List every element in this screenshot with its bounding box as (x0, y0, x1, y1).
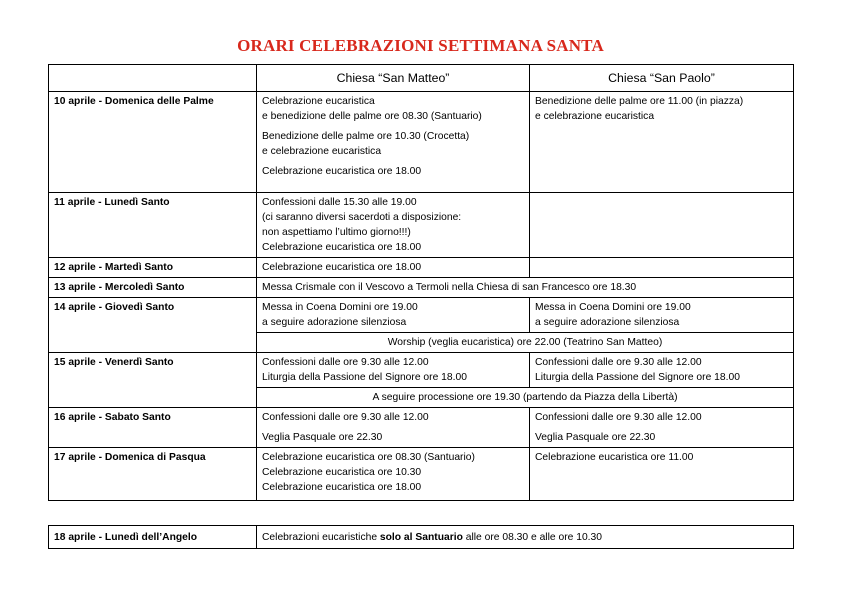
table-row (49, 298, 794, 333)
san-paolo-cell (530, 298, 794, 333)
cell-line: Liturgia della Passione del Signore ore 18.00 (262, 372, 467, 383)
page-title: ORARI CELEBRAZIONI SETTIMANA SANTA (237, 36, 604, 55)
table-row (49, 448, 794, 501)
cell-line: Confessioni dalle ore 9.30 alle 12.00 (262, 357, 429, 368)
san-matteo-cell (257, 193, 530, 258)
cell-line: Celebrazione eucaristica ore 10.30 (262, 467, 422, 478)
table-row (49, 353, 794, 388)
day-cell: 14 aprile - Giovedì Santo (49, 298, 257, 353)
cell-line: non aspettiamo l’ultimo giorno!!!) (262, 227, 411, 238)
cell-line: Celebrazione eucaristica ore 08.30 (Santuario) (262, 452, 475, 463)
day-cell: 11 aprile - Lunedì Santo (49, 193, 257, 258)
table-row (49, 193, 794, 258)
cell-line: a seguire adorazione silenziosa (262, 317, 407, 328)
cell-line: Celebrazione eucaristica (262, 96, 375, 107)
day-cell: 16 aprile - Sabato Santo (49, 408, 257, 448)
day-cell: 12 aprile - Martedì Santo (49, 258, 257, 278)
schedule-table (48, 64, 794, 501)
san-paolo-cell (530, 258, 794, 278)
san-paolo-cell (530, 448, 794, 501)
header-san-matteo: Chiesa “San Matteo” (257, 65, 530, 92)
header-san-paolo: Chiesa “San Paolo” (530, 65, 794, 92)
cell-line: Messa in Coena Domini ore 19.00 (262, 302, 418, 313)
extra-text-before: Celebrazioni eucaristiche (262, 531, 380, 543)
shared-cell: A seguire processione ore 19.30 (partendo da Piazza della Libertà) (257, 388, 794, 408)
day-cell: 18 aprile - Lunedì dell’Angelo (49, 526, 257, 549)
cell-line: Liturgia della Passione del Signore ore 18.00 (535, 372, 740, 383)
header-blank-cell (49, 65, 257, 92)
cell-line: Celebrazione eucaristica ore 11.00 (535, 452, 694, 463)
cell-line: Celebrazione eucaristica ore 18.00 (262, 242, 422, 253)
san-matteo-cell (257, 408, 530, 448)
cell-line: (ci saranno diversi sacerdoti a disposizione: (262, 212, 462, 223)
san-paolo-cell (530, 193, 794, 258)
table-row (49, 408, 794, 448)
day-cell: 10 aprile - Domenica delle Palme (49, 92, 257, 193)
table-row (49, 258, 794, 278)
san-matteo-cell (257, 258, 530, 278)
san-matteo-cell (257, 448, 530, 501)
day-cell: 17 aprile - Domenica di Pasqua (49, 448, 257, 501)
san-paolo-cell (530, 408, 794, 448)
cell-line: Veglia Pasquale ore 22.30 (262, 432, 383, 443)
san-matteo-cell (257, 92, 530, 193)
cell-line: Benedizione delle palme ore 11.00 (in piazza) (535, 96, 744, 107)
header-row (49, 65, 794, 92)
table-row (49, 278, 794, 298)
san-matteo-cell (257, 298, 530, 333)
san-paolo-cell (530, 92, 794, 193)
san-paolo-cell (530, 353, 794, 388)
cell-line: e benedizione delle palme ore 08.30 (Santuario) (262, 111, 482, 122)
cell-line: Benedizione delle palme ore 10.30 (Crocetta) (262, 131, 470, 142)
cell-line: Confessioni dalle ore 9.30 alle 12.00 (535, 412, 702, 423)
extra-table (48, 525, 794, 549)
extra-cell (257, 526, 794, 549)
cell-line: a seguire adorazione silenziosa (535, 317, 680, 328)
cell-line: Messa in Coena Domini ore 19.00 (535, 302, 691, 313)
table-row (49, 526, 794, 549)
cell-line: e celebrazione eucaristica (262, 146, 382, 157)
cell-line: Veglia Pasquale ore 22.30 (535, 432, 656, 443)
cell-line: Celebrazione eucaristica ore 18.00 (262, 166, 422, 177)
cell-line: Confessioni dalle ore 9.30 alle 12.00 (262, 412, 429, 423)
shared-cell: Worship (veglia eucaristica) ore 22.00 (Teatrino San Matteo) (257, 333, 794, 353)
table-row (49, 92, 794, 193)
extra-text-after: alle ore 08.30 e alle ore 10.30 (462, 531, 602, 543)
day-cell: 15 aprile - Venerdì Santo (49, 353, 257, 408)
day-cell: 13 aprile - Mercoledì Santo (49, 278, 257, 298)
shared-cell: Messa Crismale con il Vescovo a Termoli nella Chiesa di san Francesco ore 18.30 (257, 278, 794, 298)
cell-line: Celebrazione eucaristica ore 18.00 (262, 262, 422, 273)
cell-line: Confessioni dalle 15.30 alle 19.00 (262, 197, 417, 208)
san-matteo-cell (257, 353, 530, 388)
extra-text-bold: solo al Santuario (379, 531, 463, 543)
cell-line: e celebrazione eucaristica (535, 111, 655, 122)
cell-line: Confessioni dalle ore 9.30 alle 12.00 (535, 357, 702, 368)
cell-line: Celebrazione eucaristica ore 18.00 (262, 482, 422, 493)
